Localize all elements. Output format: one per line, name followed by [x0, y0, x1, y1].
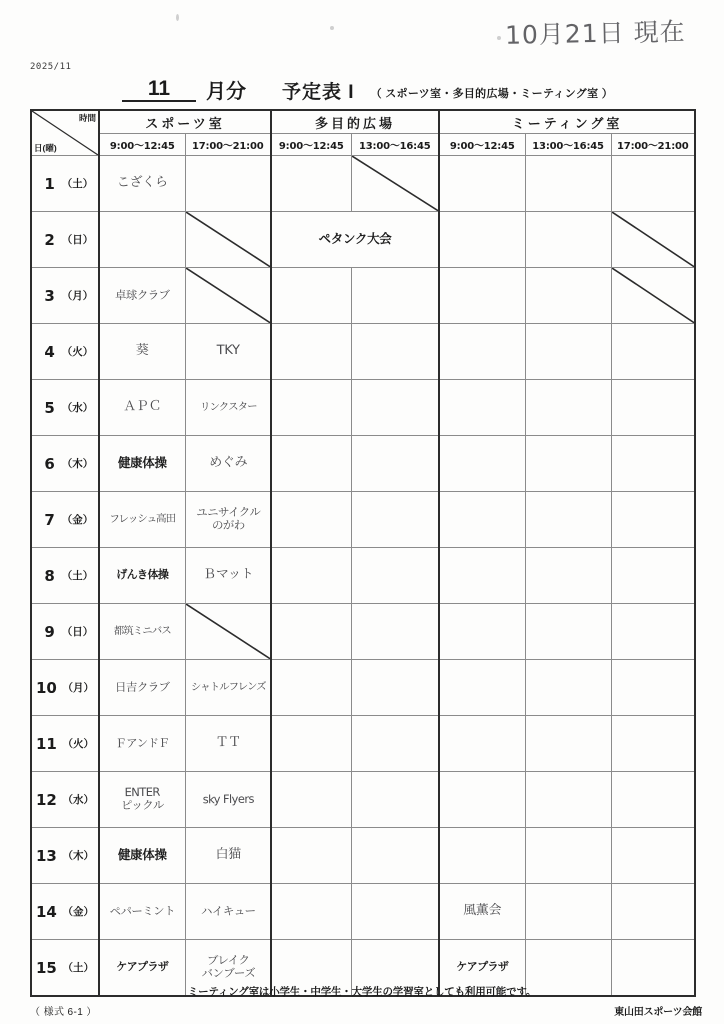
day-of-week: （金） [61, 514, 94, 526]
scan-speck [330, 26, 334, 30]
day-cell [31, 884, 99, 940]
schedule-entry-text [272, 687, 350, 688]
schedule-entry-text [440, 575, 524, 576]
schedule-entry-text [612, 911, 695, 912]
schedule-entry-text [272, 967, 350, 968]
schedule-entry-text: ENTER ピックル [120, 785, 164, 813]
schedule-cell[interactable] [351, 660, 439, 716]
day-cell [31, 828, 99, 884]
schedule-cell[interactable] [611, 492, 695, 548]
schedule-entry-text [272, 183, 350, 184]
schedule-entry-text [352, 407, 439, 408]
schedule-cell[interactable] [99, 436, 185, 492]
schedule-cell[interactable] [185, 380, 271, 436]
schedule-cell[interactable] [185, 436, 271, 492]
day-number: 13 [36, 846, 57, 865]
day-number: 11 [36, 734, 57, 753]
schedule-cell[interactable] [525, 492, 611, 548]
schedule-entry-text [526, 463, 611, 464]
schedule-cell[interactable] [351, 268, 439, 324]
schedule-entry-text [526, 295, 611, 296]
schedule-cell[interactable] [271, 268, 351, 324]
schedule-cell[interactable] [439, 660, 525, 716]
schedule-cell[interactable] [439, 380, 525, 436]
day-number: 12 [36, 790, 57, 809]
schedule-entry-text: ＡＰＣ [123, 398, 162, 415]
day-cell [31, 716, 99, 772]
day-of-week: （木） [62, 850, 94, 862]
table-row [31, 716, 695, 772]
schedule-cell[interactable] [439, 156, 525, 212]
schedule-cell[interactable] [99, 492, 185, 548]
scan-speck [176, 14, 179, 21]
table-row [31, 380, 695, 436]
schedule-entry-text [272, 855, 350, 856]
day-of-week: （火） [62, 738, 94, 750]
schedule-cell[interactable] [351, 716, 439, 772]
footer-facility-name: 東山田スポーツ会館 [614, 1007, 702, 1018]
schedule-cell[interactable] [185, 828, 271, 884]
schedule-entry-text: ブレイク バンブーズ [200, 953, 255, 981]
schedule-entry-text: 健康体操 [117, 456, 167, 471]
schedule-cell[interactable] [271, 492, 351, 548]
day-cell [31, 604, 99, 660]
schedule-cell[interactable] [525, 212, 611, 268]
day-cell [31, 492, 99, 548]
schedule-entry-text [186, 239, 271, 240]
schedule-cell[interactable] [271, 828, 351, 884]
schedule-cell[interactable] [611, 380, 695, 436]
table-row [31, 324, 695, 380]
schedule-cell[interactable] [99, 604, 185, 660]
schedule-cell[interactable] [611, 436, 695, 492]
schedule-entry-text: めぐみ [208, 454, 247, 471]
day-cell [31, 212, 99, 268]
schedule-cell[interactable] [525, 380, 611, 436]
schedule-entry-text [612, 631, 695, 632]
schedule-cell[interactable] [271, 772, 351, 828]
schedule-cell[interactable] [271, 156, 351, 212]
footer-form-code: （ 様式 6-1 ） [30, 1007, 97, 1018]
schedule-cell[interactable] [271, 212, 439, 268]
day-cell [31, 772, 99, 828]
schedule-entry-text [352, 351, 439, 352]
schedule-cell[interactable] [439, 268, 525, 324]
table-row [31, 772, 695, 828]
schedule-entry-text [352, 183, 439, 184]
schedule-cell[interactable] [611, 548, 695, 604]
schedule-cell[interactable] [525, 436, 611, 492]
schedule-entry-text: ペパーミント [109, 903, 176, 919]
schedule-cell[interactable] [439, 436, 525, 492]
table-row [31, 268, 695, 324]
day-number: 3 [44, 286, 55, 305]
day-cell [31, 436, 99, 492]
schedule-entry-text [612, 799, 695, 800]
schedule-cell[interactable] [351, 548, 439, 604]
schedule-entry-text: 卓球クラブ [114, 287, 170, 303]
schedule-entry-text: ペタンク大会 [318, 232, 392, 247]
schedule-cell[interactable] [439, 772, 525, 828]
schedule-entry-text [440, 631, 524, 632]
schedule-cell[interactable] [99, 828, 185, 884]
day-cell [31, 268, 99, 324]
time-header-meeting-mid: 13:00～16:45 [525, 134, 611, 156]
time-header-sports-pm: 17:00～21:00 [185, 134, 271, 156]
day-of-week: （木） [61, 458, 94, 470]
schedule-entry-text [352, 575, 439, 576]
schedule-entry-text [352, 855, 439, 856]
schedule-cell[interactable] [99, 380, 185, 436]
schedule-cell[interactable] [185, 772, 271, 828]
schedule-entry-text [272, 911, 350, 912]
schedule-cell[interactable] [99, 884, 185, 940]
schedule-cell[interactable] [185, 324, 271, 380]
schedule-cell[interactable] [99, 156, 185, 212]
schedule-cell[interactable] [439, 548, 525, 604]
schedule-cell[interactable] [99, 324, 185, 380]
table-row [31, 156, 695, 212]
schedule-cell[interactable] [351, 380, 439, 436]
day-of-week: （土） [62, 962, 94, 974]
schedule-entry-text [352, 799, 439, 800]
schedule-entry-text: フレッシュ高田 [109, 513, 176, 526]
scan-speck [497, 36, 501, 40]
schedule-cell[interactable] [439, 716, 525, 772]
schedule-entry-text: 健康体操 [117, 848, 167, 863]
time-header-sports-am: 9:00～12:45 [99, 134, 185, 156]
schedule-cell[interactable] [525, 268, 611, 324]
schedule-cell[interactable] [185, 268, 271, 324]
schedule-entry-text [352, 295, 439, 296]
schedule-entry-text [272, 575, 350, 576]
table-row [31, 212, 695, 268]
schedule-cell[interactable] [525, 156, 611, 212]
diagonal-strike-icon [186, 604, 271, 659]
schedule-entry-text: ＦアンドＦ [115, 735, 170, 751]
schedule-entry-text: ＴＴ [214, 734, 241, 751]
schedule-entry-text: シャトルフレンズ [190, 681, 266, 694]
schedule-cell[interactable] [525, 660, 611, 716]
schedule-entry-text [612, 575, 695, 576]
schedule-entry-text [526, 631, 611, 632]
table-row [31, 548, 695, 604]
schedule-cell[interactable] [351, 772, 439, 828]
schedule-entry-text [612, 239, 695, 240]
day-number: 2 [44, 230, 55, 249]
schedule-cell[interactable] [439, 212, 525, 268]
day-of-week: （月） [62, 682, 94, 694]
schedule-entry-text [526, 687, 611, 688]
day-of-week: （月） [61, 290, 94, 302]
table-body [31, 156, 695, 997]
schedule-cell[interactable] [351, 604, 439, 660]
day-number: 10 [36, 678, 57, 697]
schedule-entry-text [526, 519, 611, 520]
schedule-entry-text [526, 967, 611, 968]
schedule-entry-text [612, 463, 695, 464]
schedule-cell[interactable] [351, 492, 439, 548]
schedule-entry-text [440, 799, 524, 800]
schedule-entry-text [612, 687, 695, 688]
day-of-week: （水） [62, 794, 94, 806]
schedule-cell[interactable] [525, 828, 611, 884]
schedule-entry-text [612, 351, 695, 352]
table-row [31, 884, 695, 940]
schedule-cell[interactable] [271, 324, 351, 380]
day-of-week: （火） [61, 346, 94, 358]
page-subtitle: （ スポーツ室・多目的広場・ミーティング室 ） [370, 88, 614, 100]
schedule-entry-text [352, 631, 439, 632]
group-header-row [31, 110, 695, 134]
day-of-week: （水） [61, 402, 94, 414]
schedule-cell[interactable] [611, 268, 695, 324]
schedule-entry-text [440, 239, 524, 240]
schedule-entry-text [440, 687, 524, 688]
schedule-cell[interactable] [185, 716, 271, 772]
schedule-entry-text [440, 519, 524, 520]
diagonal-strike-icon [186, 268, 271, 323]
schedule-entry-text: 葵 [135, 342, 149, 359]
schedule-cell[interactable] [611, 212, 695, 268]
corner-day-label: 日(曜) [34, 143, 57, 153]
schedule-cell[interactable] [525, 884, 611, 940]
day-number: 4 [44, 342, 55, 361]
schedule-entry-text [526, 407, 611, 408]
day-of-week: （金） [62, 906, 94, 918]
schedule-entry-text: ハイキュー [200, 903, 256, 919]
schedule-entry-text [100, 239, 184, 240]
schedule-cell[interactable] [525, 324, 611, 380]
day-number: 7 [44, 510, 55, 529]
schedule-entry-text [272, 519, 350, 520]
schedule-cell[interactable] [271, 548, 351, 604]
schedule-entry-text [272, 407, 350, 408]
day-number: 6 [44, 454, 55, 473]
schedule-entry-text: リンクスター [199, 401, 257, 414]
time-header-meeting-am: 9:00～12:45 [439, 134, 525, 156]
schedule-cell[interactable] [351, 324, 439, 380]
schedule-entry-text [526, 351, 611, 352]
day-of-week: （土） [61, 178, 94, 190]
schedule-cell[interactable] [611, 156, 695, 212]
schedule-entry-text: Ｂマット [202, 566, 253, 583]
schedule-cell[interactable] [185, 660, 271, 716]
month-unit-label: 月分 [206, 81, 246, 103]
day-cell [31, 380, 99, 436]
schedule-cell[interactable] [185, 492, 271, 548]
schedule-cell[interactable] [271, 380, 351, 436]
schedule-table [30, 109, 696, 997]
table-row [31, 828, 695, 884]
schedule-entry-text [612, 967, 695, 968]
schedule-entry-text: こざくら [116, 174, 168, 191]
handwritten-as-of-date: 10月21日 現在 [504, 17, 686, 50]
schedule-entry-text [526, 575, 611, 576]
schedule-entry-text [440, 295, 524, 296]
schedule-entry-text [352, 519, 439, 520]
day-number: 8 [44, 566, 55, 585]
time-header-plaza-mid: 13:00～16:45 [351, 134, 439, 156]
schedule-entry-text [612, 407, 695, 408]
schedule-entry-text: げんき体操 [116, 569, 169, 582]
schedule-entry-text [526, 183, 611, 184]
schedule-cell[interactable] [99, 548, 185, 604]
schedule-cell[interactable] [185, 212, 271, 268]
schedule-entry-text [612, 743, 695, 744]
page-title: 予定表 I [282, 82, 355, 103]
schedule-entry-text [440, 743, 524, 744]
schedule-entry-text: ケアプラザ [456, 961, 509, 974]
schedule-cell[interactable] [439, 324, 525, 380]
table-header [31, 110, 695, 156]
schedule-cell[interactable] [439, 828, 525, 884]
schedule-cell[interactable] [185, 156, 271, 212]
schedule-entry-text: 風薫会 [463, 902, 502, 919]
schedule-entry-text: 都筑ミニバス [113, 625, 171, 638]
schedule-entry-text [352, 463, 439, 464]
schedule-entry-text [440, 463, 524, 464]
schedule-entry-text [526, 799, 611, 800]
schedule-entry-text [612, 855, 695, 856]
schedule-cell[interactable] [611, 716, 695, 772]
schedule-cell[interactable] [99, 772, 185, 828]
group-header-multipurpose-plaza: 多目的広場 [271, 110, 439, 134]
schedule-cell[interactable] [99, 212, 185, 268]
day-number: 14 [36, 902, 57, 921]
schedule-entry-text: 白猫 [214, 846, 241, 863]
day-cell [31, 156, 99, 212]
day-of-week: （日） [61, 626, 94, 638]
schedule-cell[interactable] [351, 156, 439, 212]
day-number: 1 [44, 174, 55, 193]
schedule-entry-text: sky Flyers [202, 791, 254, 807]
table-row [31, 436, 695, 492]
schedule-entry-text [526, 911, 611, 912]
day-cell [31, 660, 99, 716]
schedule-entry-text [352, 743, 439, 744]
schedule-cell[interactable] [611, 772, 695, 828]
schedule-entry-text [526, 743, 611, 744]
time-header-plaza-am: 9:00～12:45 [271, 134, 351, 156]
schedule-cell[interactable] [271, 436, 351, 492]
schedule-entry-text [186, 631, 271, 632]
day-number: 5 [44, 398, 55, 417]
schedule-cell[interactable] [271, 884, 351, 940]
schedule-cell[interactable] [611, 828, 695, 884]
schedule-entry-text [272, 631, 350, 632]
schedule-entry-text [352, 967, 439, 968]
document-title-bar [30, 74, 694, 102]
schedule-entry-text [612, 183, 695, 184]
time-header-row [31, 134, 695, 156]
schedule-cell[interactable] [271, 604, 351, 660]
schedule-cell[interactable] [351, 436, 439, 492]
schedule-cell[interactable] [99, 716, 185, 772]
schedule-cell[interactable] [611, 604, 695, 660]
schedule-entry-text [272, 463, 350, 464]
schedule-cell[interactable] [351, 884, 439, 940]
schedule-entry-text [440, 183, 524, 184]
diagonal-strike-icon [612, 268, 695, 323]
schedule-cell[interactable] [611, 660, 695, 716]
schedule-entry-text [272, 799, 350, 800]
schedule-cell[interactable] [611, 884, 695, 940]
schedule-cell[interactable] [99, 268, 185, 324]
schedule-entry-text: ユニサイクル のがわ [195, 504, 260, 533]
table-row [31, 604, 695, 660]
day-cell [31, 548, 99, 604]
group-header-sports-room: スポーツ室 [99, 110, 271, 134]
schedule-entry-text [612, 295, 695, 296]
diagonal-strike-icon [186, 212, 271, 267]
print-date-stamp: 2025/11 [30, 62, 72, 72]
schedule-entry-text: 日吉クラブ [114, 679, 170, 695]
corner-time-label: 時間 [78, 113, 96, 123]
day-number: 9 [44, 622, 55, 641]
schedule-entry-text: ケアプラザ [116, 961, 169, 974]
schedule-cell[interactable] [271, 716, 351, 772]
schedule-entry-text [526, 239, 611, 240]
table-row [31, 492, 695, 548]
schedule-entry-text [440, 855, 524, 856]
schedule-entry-text: TKY [216, 342, 240, 359]
diagonal-strike-icon [612, 212, 695, 267]
schedule-entry-text [272, 743, 350, 744]
schedule-entry-text [352, 911, 439, 912]
schedule-cell[interactable] [439, 492, 525, 548]
schedule-cell[interactable] [185, 604, 271, 660]
schedule-entry-text [352, 687, 439, 688]
table-row [31, 660, 695, 716]
schedule-cell[interactable] [351, 828, 439, 884]
month-value: 11 [122, 78, 196, 102]
schedule-cell[interactable] [611, 324, 695, 380]
schedule-cell[interactable] [525, 604, 611, 660]
day-cell [31, 324, 99, 380]
schedule-entry-text [526, 855, 611, 856]
group-header-meeting-room: ミーティング室 [439, 110, 695, 134]
footer-usage-note: ミーティング室は小学生・中学生・大学生の学習室としても利用可能です。 [187, 986, 537, 998]
schedule-entry-text [272, 295, 350, 296]
schedule-cell[interactable] [185, 548, 271, 604]
schedule-entry-text [612, 519, 695, 520]
schedule-cell[interactable] [525, 548, 611, 604]
schedule-entry-text [186, 295, 271, 296]
diagonal-strike-icon [352, 156, 439, 211]
schedule-entry-text [272, 351, 350, 352]
day-number: 15 [36, 958, 57, 977]
schedule-cell[interactable] [271, 660, 351, 716]
time-header-meeting-pm: 17:00～21:00 [611, 134, 695, 156]
day-of-week: （日） [61, 234, 94, 246]
schedule-cell[interactable] [439, 884, 525, 940]
schedule-entry-text [186, 183, 271, 184]
day-of-week: （土） [61, 570, 94, 582]
corner-header-cell [31, 110, 99, 156]
schedule-cell[interactable] [525, 772, 611, 828]
schedule-cell[interactable] [525, 716, 611, 772]
schedule-entry-text [440, 351, 524, 352]
schedule-cell[interactable] [439, 604, 525, 660]
schedule-cell[interactable] [185, 884, 271, 940]
schedule-cell[interactable] [99, 660, 185, 716]
schedule-entry-text [440, 407, 524, 408]
